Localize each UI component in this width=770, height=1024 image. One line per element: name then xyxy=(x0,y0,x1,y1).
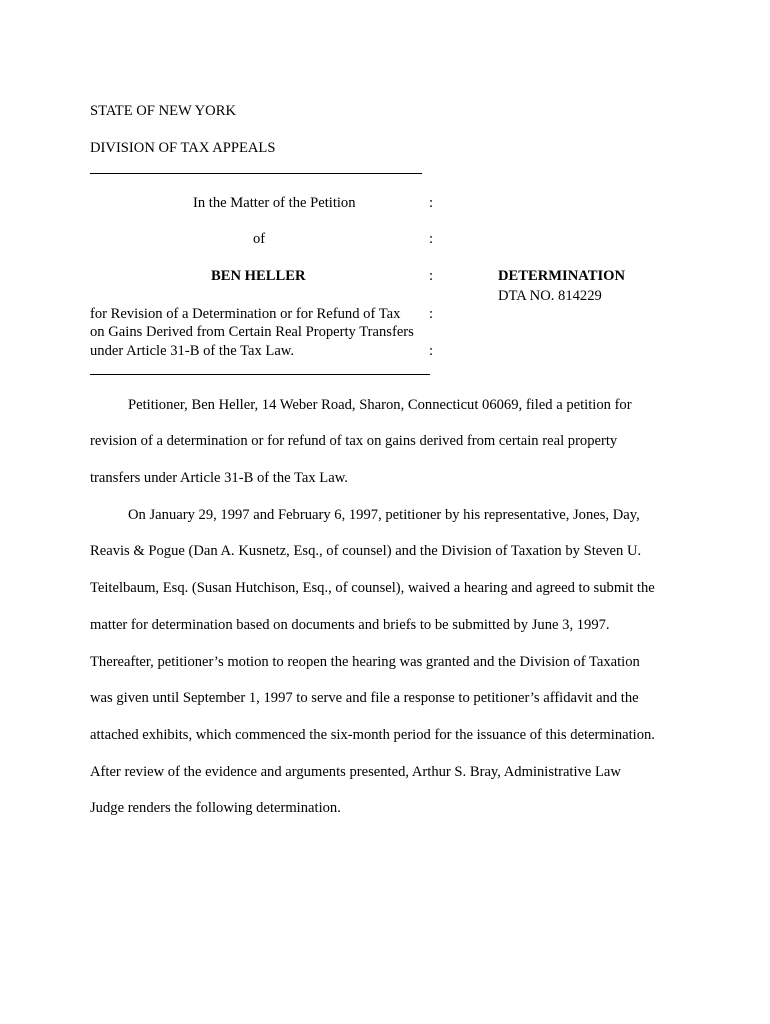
caption-colon: : xyxy=(429,195,434,211)
determination-title: DETERMINATION xyxy=(498,268,626,284)
petitioner-name: BEN HELLER xyxy=(211,268,306,284)
body-line: transfers under Article 31-B of the Tax Law. xyxy=(90,470,348,486)
caption-colon: : xyxy=(429,306,434,322)
body-line: Petitioner, Ben Heller, 14 Weber Road, Sharon, Connecticut 06069, filed a petition for xyxy=(128,397,632,413)
body-line: On January 29, 1997 and February 6, 1997, petitioner by his representative, Jones, Day, xyxy=(128,507,640,523)
purpose-line: under Article 31-B of the Tax Law. xyxy=(90,343,295,359)
purpose-line: on Gains Derived from Certain Real Property Transfers xyxy=(90,324,414,340)
caption-rule xyxy=(90,374,430,375)
body-line: Thereafter, petitioner’s motion to reopen the hearing was granted and the Division of Taxation xyxy=(90,654,640,670)
body-line: Teitelbaum, Esq. (Susan Hutchison, Esq., of counsel), waived a hearing and agreed to submit the xyxy=(90,580,655,596)
caption-colon: : xyxy=(429,231,434,247)
body-line: After review of the evidence and arguments presented, Arthur S. Bray, Administrative Law xyxy=(90,764,621,780)
caption-colon: : xyxy=(429,343,434,359)
caption-colon: : xyxy=(429,268,434,284)
body-line: matter for determination based on documents and briefs to be submitted by June 3, 1997. xyxy=(90,617,610,633)
body-line: attached exhibits, which commenced the six-month period for the issuance of this determination. xyxy=(90,727,655,743)
body-line: revision of a determination or for refund of tax on gains derived from certain real property xyxy=(90,433,618,449)
division-heading: DIVISION OF TAX APPEALS xyxy=(90,140,276,156)
body-line: was given until September 1, 1997 to serve and file a response to petitioner’s affidavit and the xyxy=(90,690,639,706)
body-line: Reavis & Pogue (Dan A. Kusnetz, Esq., of counsel) and the Division of Taxation by Steven U. xyxy=(90,543,642,559)
state-heading: STATE OF NEW YORK xyxy=(90,103,236,119)
header-rule xyxy=(90,173,422,174)
dta-number: DTA NO. 814229 xyxy=(498,288,602,304)
of-line: of xyxy=(253,231,266,247)
purpose-line: for Revision of a Determination or for Refund of Tax xyxy=(90,306,401,322)
body-line: Judge renders the following determination. xyxy=(90,800,341,816)
matter-line: In the Matter of the Petition xyxy=(193,195,356,211)
